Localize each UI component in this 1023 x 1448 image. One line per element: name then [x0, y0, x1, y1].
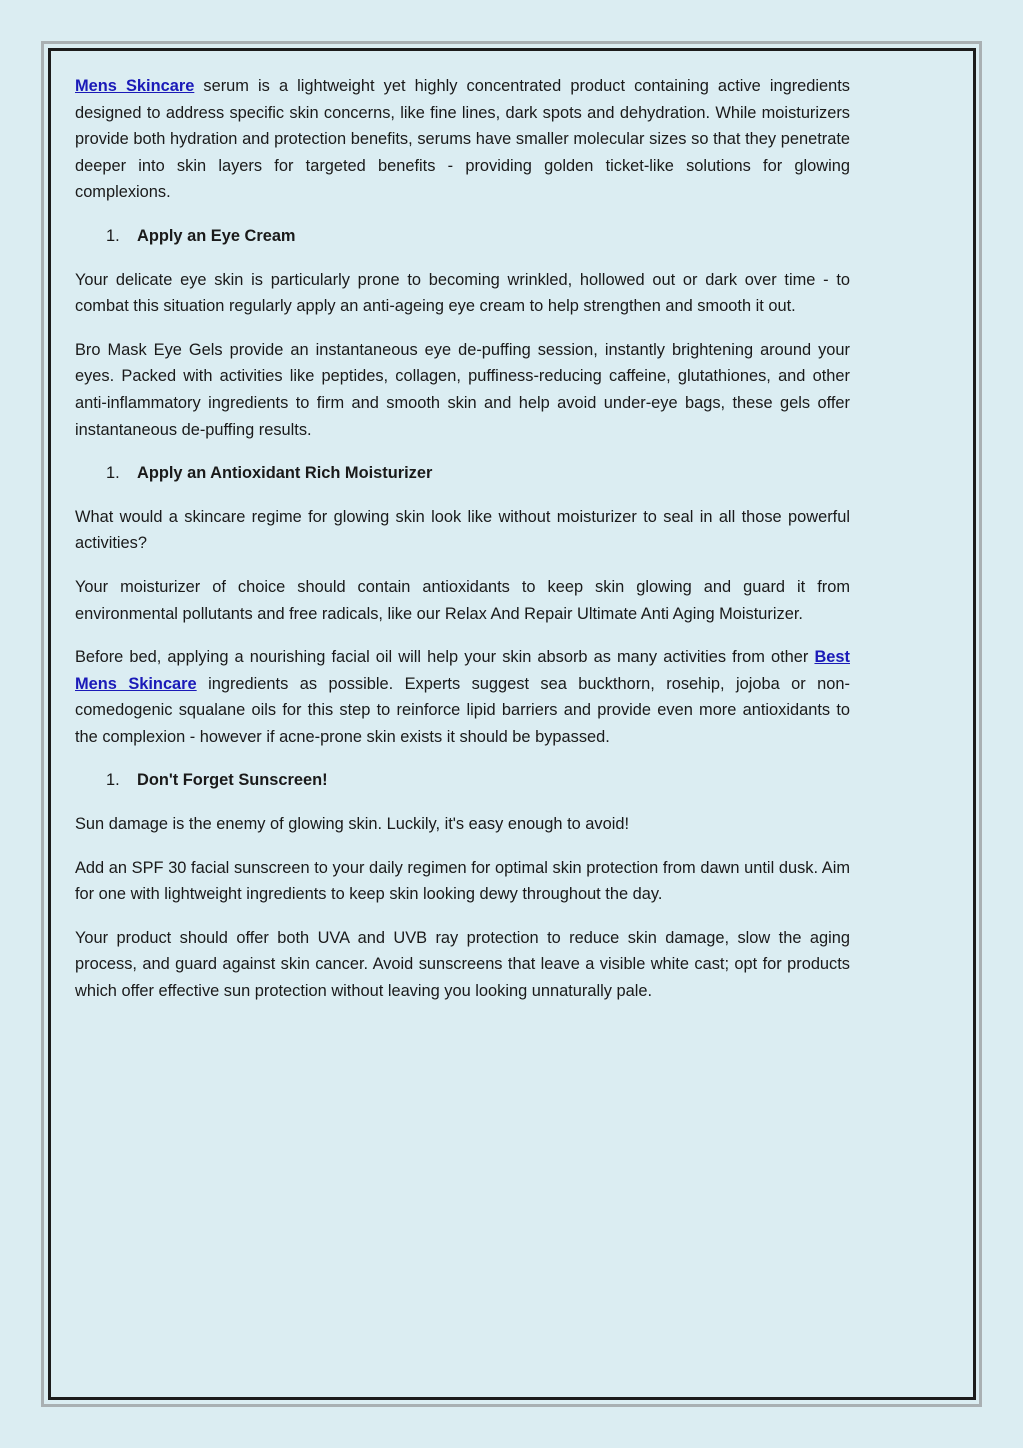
paragraph: Your moisturizer of choice should contain antioxidants to keep skin glowing and guard it from environmental pollutants and free radicals, like our Relax And Repair Ultimate Anti Aging Moisturizer. — [75, 577, 850, 623]
list-number: 1. — [106, 464, 120, 483]
heading-text: Don't Forget Sunscreen! — [137, 771, 328, 790]
intro-paragraph — [75, 73, 850, 206]
paragraph: What would a skincare regime for glowing skin look like without moisturizer to seal in all those powerful activities? — [75, 507, 850, 553]
section-heading-eye-cream — [75, 223, 850, 250]
paragraph: Add an SPF 30 facial sunscreen to your daily regimen for optimal skin protection from dawn until dusk. Aim for one with lightweight ingredients to keep skin looking dewy throughout the day. — [75, 858, 850, 904]
paragraph: Bro Mask Eye Gels provide an instantaneous eye de-puffing session, instantly brightening around your eyes. Packed with activities like peptides, collagen, puffiness-reducing caffeine, glutathiones, and other anti-inflammatory ingredients to firm and smooth skin and help avoid under-eye bags, these gels offer instantaneous de-puffing results. — [75, 340, 850, 439]
mens-skincare-link[interactable]: Mens Skincare — [75, 77, 195, 95]
paragraph: Your delicate eye skin is particularly prone to becoming wrinkled, hollowed out or dark over time - to combat this situation regularly apply an anti-ageing eye cream to help strengthen and smooth it out. — [75, 270, 850, 316]
document-content — [75, 73, 850, 1022]
heading-text: Apply an Eye Cream — [137, 226, 296, 245]
paragraph: Sun damage is the enemy of glowing skin. Luckily, it's easy enough to avoid! — [75, 815, 630, 834]
paragraph-text-after: ingredients as possible. Experts suggest sea buckthorn, rosehip, jojoba or non-comedogenic squalane oils for this step to reinforce lipid barriers and provide even more antioxidants to the complexion - however if acne-prone skin exists it should be bypassed. — [75, 674, 850, 746]
heading-text: Apply an Antioxidant Rich Moisturizer — [137, 464, 433, 483]
list-number: 1. — [106, 771, 120, 790]
linked-paragraph — [75, 644, 850, 750]
best-mens-skincare-link[interactable]: Best Mens Skincare — [75, 648, 850, 693]
paragraph-text-before: Before bed, applying a nourishing facial oil will help your skin absorb as many activities from other — [75, 648, 815, 667]
section-heading-sunscreen — [75, 767, 850, 794]
list-number: 1. — [106, 226, 120, 245]
intro-text: serum is a lightweight yet highly concentrated product containing active ingredients designed to address specific skin concerns, like fine lines, dark spots and dehydration. While moisturizers provide both hydration and protection benefits, serums have smaller molecular sizes so that they penetrate deeper into skin layers for targeted benefits - providing golden ticket-like solutions for glowing complexions. — [75, 77, 850, 202]
paragraph: Your product should offer both UVA and UVB ray protection to reduce skin damage, slow the aging process, and guard against skin cancer. Avoid sunscreens that leave a visible white cast; opt for products which offer effective sun protection without leaving you looking unnaturally pale. — [75, 928, 850, 1001]
section-heading-moisturizer — [75, 460, 850, 487]
